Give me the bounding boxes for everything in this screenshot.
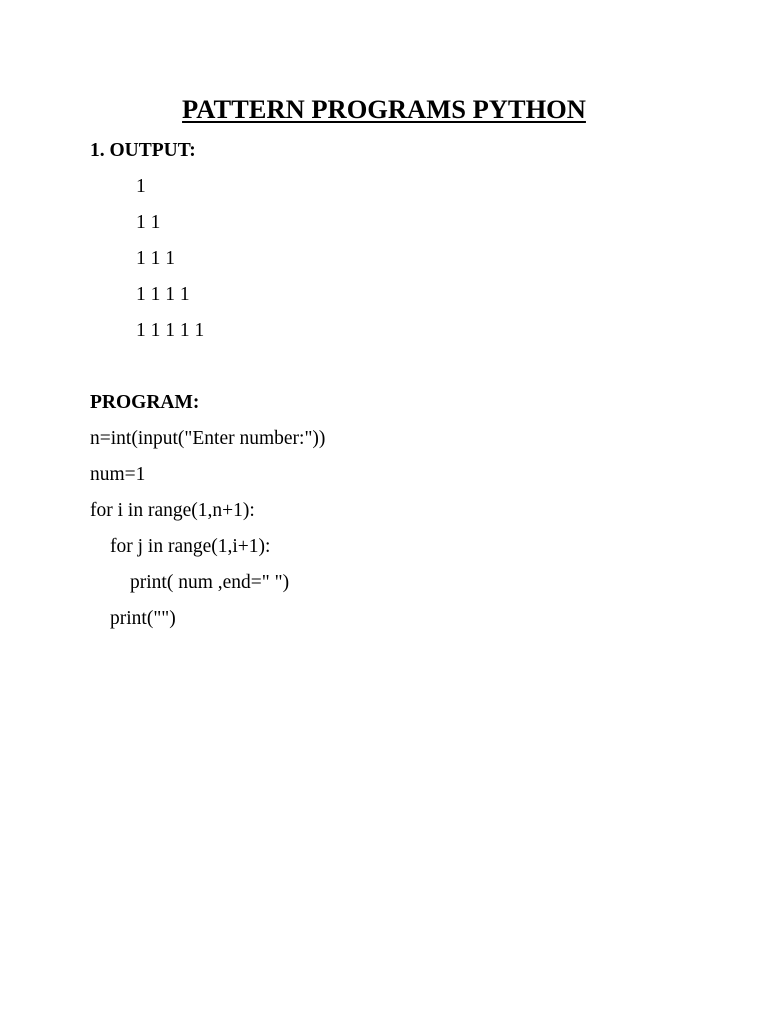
output-line: 1 1 1 1 1 bbox=[136, 320, 205, 341]
section-heading-output: 1. OUTPUT: bbox=[90, 140, 196, 161]
code-line: for j in range(1,i+1): bbox=[110, 536, 271, 557]
code-line: num=1 bbox=[90, 464, 146, 485]
code-line: for i in range(1,n+1): bbox=[90, 500, 255, 521]
output-line: 1 bbox=[136, 176, 146, 197]
code-line: print( num ,end=" ") bbox=[130, 572, 290, 593]
page-title: PATTERN PROGRAMS PYTHON bbox=[182, 94, 586, 124]
section-heading-program: PROGRAM: bbox=[90, 392, 200, 413]
output-line: 1 1 bbox=[136, 212, 161, 233]
output-line: 1 1 1 1 bbox=[136, 284, 190, 305]
code-line: n=int(input("Enter number:")) bbox=[90, 428, 326, 449]
code-line: print("") bbox=[110, 608, 176, 629]
output-line: 1 1 1 bbox=[136, 248, 175, 269]
